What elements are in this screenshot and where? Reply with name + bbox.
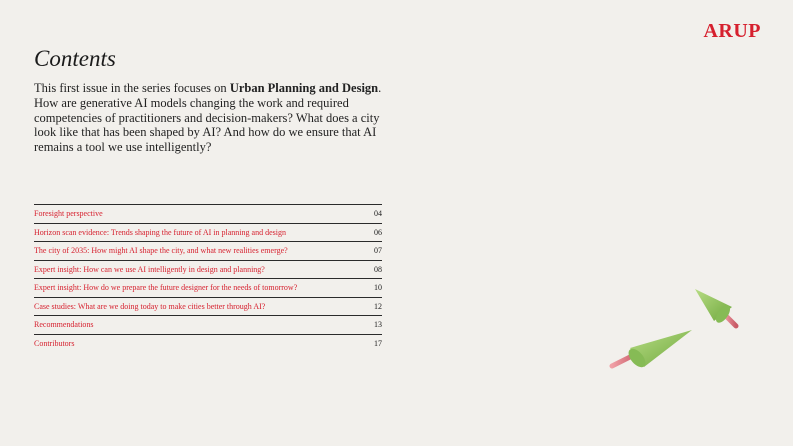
page-title: Contents (34, 46, 116, 71)
toc-entry-label[interactable]: Horizon scan evidence: Trends shaping the future of AI in planning and design (34, 227, 286, 237)
intro-text-prefix: This first issue in the series focuses on (34, 81, 230, 95)
toc-entry-label[interactable]: Foresight perspective (34, 209, 103, 219)
toc-row[interactable] (34, 335, 382, 353)
table-of-contents (34, 204, 382, 352)
toc-entry-label[interactable]: Expert insight: How can we use AI intelligently in design and planning? (34, 264, 265, 274)
toc-row[interactable] (34, 261, 382, 280)
intro-text-bold: Urban Planning and Design (229, 81, 379, 95)
toc-page-number: 08 (374, 264, 382, 274)
toc-page-number: 04 (374, 209, 382, 219)
toc-row[interactable] (34, 316, 382, 335)
intro-text-suffix: . How are generative AI models changing the work and required competencies of practitioners and decision-makers? What does a city look like that has been shaped by AI? And how do we ensure that AI remains a tool we use intelligently? (34, 81, 382, 155)
toc-page-number: 07 (374, 246, 382, 256)
toc-row[interactable] (34, 224, 382, 243)
toc-row[interactable] (34, 279, 382, 298)
toc-page-number: 06 (374, 227, 382, 237)
toc-row[interactable] (34, 242, 382, 261)
toc-entry-label[interactable]: Case studies: What are we doing today to make cities better through AI? (34, 301, 266, 311)
toc-page-number: 13 (374, 320, 382, 330)
green-cone-arrows-icon (600, 280, 760, 380)
toc-row[interactable] (34, 298, 382, 317)
toc-row[interactable] (34, 204, 382, 224)
toc-page-number: 12 (374, 301, 382, 311)
toc-entry-label[interactable]: The city of 2035: How might AI shape the city, and what new realities emerge? (34, 246, 288, 256)
toc-page-number: 10 (374, 283, 382, 293)
toc-entry-label[interactable]: Expert insight: How do we prepare the future designer for the needs of tomorrow? (34, 283, 298, 293)
small-cone-arrow (695, 289, 736, 326)
toc-entry-label[interactable]: Contributors (34, 338, 75, 348)
toc-entry-label[interactable]: Recommendations (34, 320, 94, 330)
toc-page-number: 17 (374, 338, 382, 348)
large-cone-arrow (612, 330, 692, 370)
arup-logo: ARUP (703, 20, 761, 42)
intro-paragraph (34, 81, 389, 155)
